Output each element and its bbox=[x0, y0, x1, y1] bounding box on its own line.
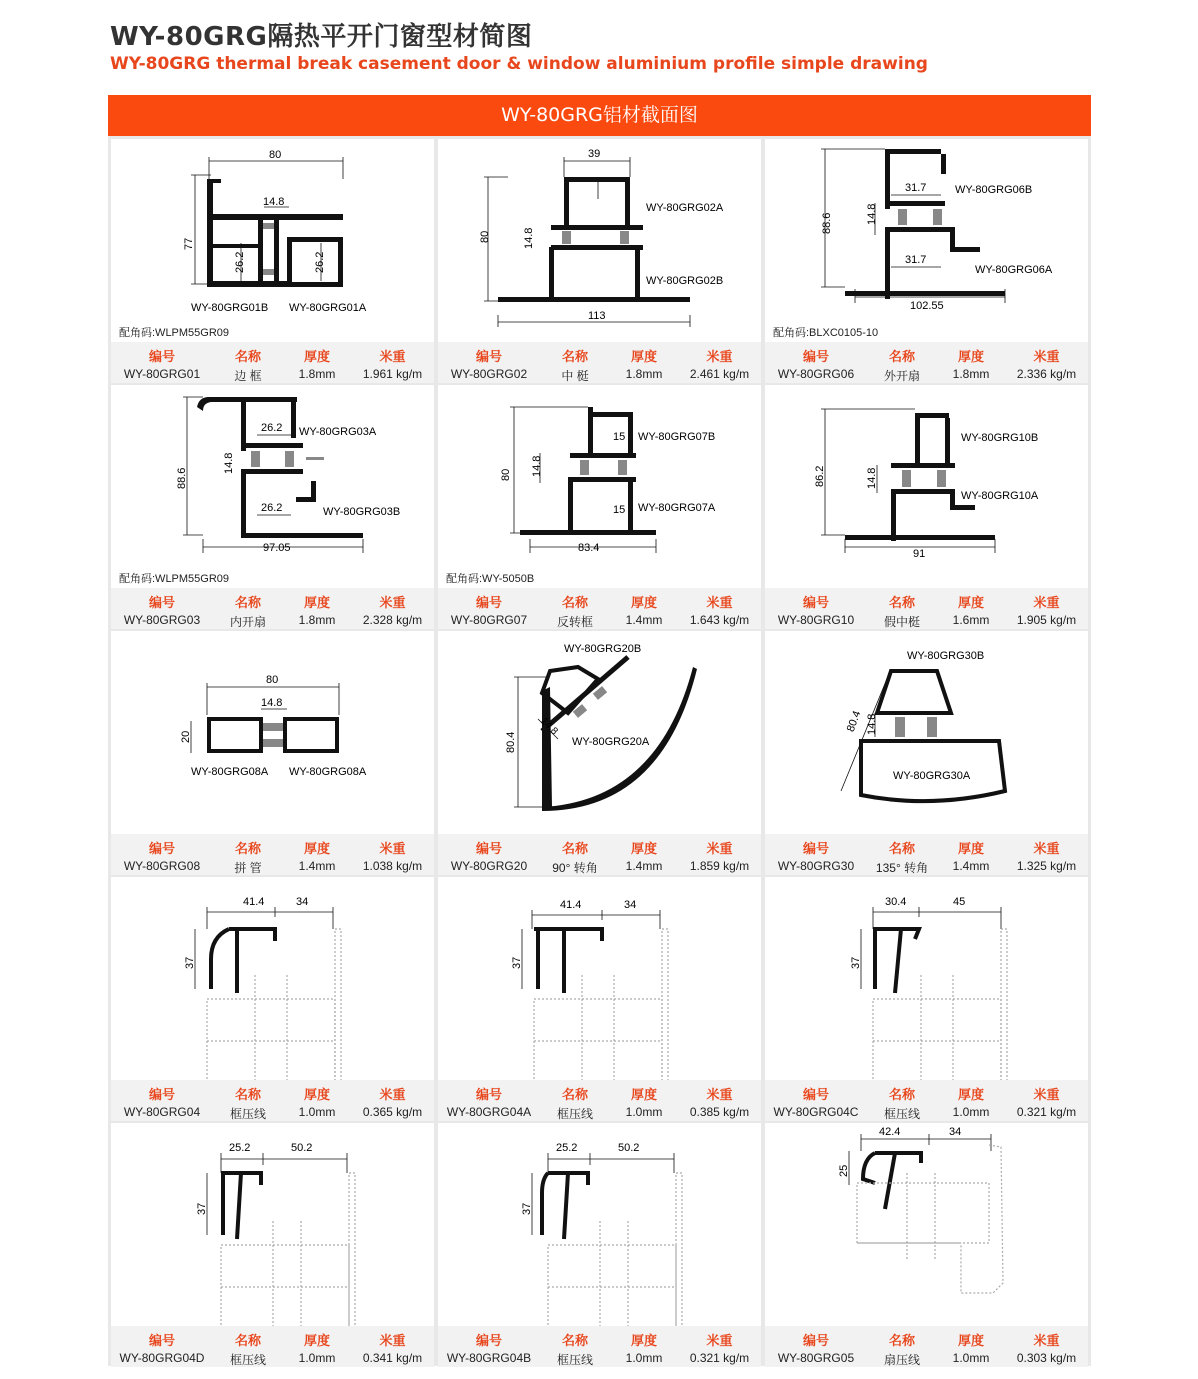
profile-cell-01 bbox=[111, 139, 434, 383]
spec-header-weight: 米重 bbox=[379, 1087, 406, 1102]
part-label: WY-80GRG20B bbox=[564, 643, 642, 655]
dim-label: 37 bbox=[196, 1202, 208, 1215]
profile-drawing-04b bbox=[438, 1123, 761, 1326]
spec-header-weight: 米重 bbox=[379, 595, 406, 610]
dim-label: 31.7 bbox=[905, 254, 927, 266]
spec-weight: 1.961 kg/m bbox=[362, 367, 423, 381]
spec-code: WY-80GRG01 bbox=[123, 367, 201, 381]
spec-header-code: 编号 bbox=[802, 841, 829, 856]
profile-drawing-20 bbox=[438, 631, 761, 834]
spec-header-code: 编号 bbox=[148, 841, 175, 856]
profile-drawing-04a bbox=[438, 877, 761, 1080]
spec-thickness: 1.0mm bbox=[298, 1351, 336, 1365]
spec-weight: 1.859 kg/m bbox=[689, 859, 750, 873]
spec-header-code: 编号 bbox=[475, 1333, 502, 1348]
spec-header-name: 名称 bbox=[234, 595, 261, 610]
spec-table bbox=[438, 1080, 761, 1121]
spec-header-thickness: 厚度 bbox=[630, 1087, 657, 1102]
spec-header-thickness: 厚度 bbox=[630, 595, 657, 610]
dim-label: 39 bbox=[588, 148, 601, 160]
dim-label: 37 bbox=[511, 956, 523, 969]
spec-code: WY-80GRG30 bbox=[777, 859, 855, 873]
spec-thickness: 1.6mm bbox=[952, 613, 990, 627]
profile-drawing-04 bbox=[111, 877, 434, 1080]
profile-cell-02 bbox=[438, 139, 761, 383]
spec-header-thickness: 厚度 bbox=[303, 595, 330, 610]
dim-label: 88.6 bbox=[176, 467, 188, 489]
spec-code: WY-80GRG03 bbox=[123, 613, 201, 627]
spec-name: 拼 管 bbox=[234, 861, 262, 875]
spec-weight: 2.328 kg/m bbox=[362, 613, 423, 627]
spec-header-thickness: 厚度 bbox=[957, 841, 984, 856]
spec-weight: 0.385 kg/m bbox=[689, 1105, 750, 1119]
spec-header-code: 编号 bbox=[148, 349, 175, 364]
spec-name: 90° 转角 bbox=[552, 861, 598, 875]
dim-label: 45 bbox=[953, 896, 966, 908]
dim-label: 14.8 bbox=[866, 203, 878, 225]
profile-drawing-04d bbox=[111, 1123, 434, 1326]
spec-header-thickness: 厚度 bbox=[303, 841, 330, 856]
dim-label: 14.8 bbox=[866, 467, 878, 489]
profile-drawing-10 bbox=[765, 385, 1088, 588]
spec-thickness: 1.0mm bbox=[625, 1105, 663, 1119]
spec-header-name: 名称 bbox=[561, 1087, 588, 1102]
spec-header-name: 名称 bbox=[888, 349, 915, 364]
dim-label: 14.8 bbox=[531, 455, 543, 477]
profile-cell-04d bbox=[111, 1123, 434, 1367]
part-label: WY-80GRG20A bbox=[572, 736, 650, 748]
spec-header-weight: 米重 bbox=[706, 841, 733, 856]
spec-table bbox=[111, 834, 434, 875]
corner-code: 配角码:WY-5050B bbox=[446, 573, 535, 585]
spec-name: 框压线 bbox=[556, 1107, 593, 1121]
dim-label: 80 bbox=[500, 468, 512, 481]
dim-label: 88.6 bbox=[821, 212, 833, 234]
spec-thickness: 1.0mm bbox=[952, 1105, 990, 1119]
spec-code: WY-80GRG04B bbox=[446, 1351, 532, 1365]
spec-weight: 0.321 kg/m bbox=[1016, 1105, 1077, 1119]
spec-name: 中 梃 bbox=[561, 369, 589, 383]
part-label: WY-80GRG30B bbox=[907, 650, 985, 662]
spec-code: WY-80GRG07 bbox=[450, 613, 528, 627]
part-label: WY-80GRG03A bbox=[299, 426, 377, 438]
dim-label: 50.2 bbox=[291, 1142, 313, 1154]
spec-header-name: 名称 bbox=[234, 1333, 261, 1348]
dim-label: 25.2 bbox=[229, 1142, 251, 1154]
spec-thickness: 1.0mm bbox=[625, 1351, 663, 1365]
part-label: WY-80GRG07B bbox=[638, 431, 716, 443]
dim-label: 14.8 bbox=[261, 697, 283, 709]
profile-drawing-06 bbox=[765, 139, 1088, 342]
spec-code: WY-80GRG04D bbox=[119, 1351, 205, 1365]
spec-table bbox=[765, 1326, 1088, 1367]
spec-header-code: 编号 bbox=[802, 1333, 829, 1348]
dim-label: 41.4 bbox=[243, 896, 265, 908]
spec-code: WY-80GRG04A bbox=[446, 1105, 532, 1119]
profile-cell-07 bbox=[438, 385, 761, 629]
spec-header-name: 名称 bbox=[561, 1333, 588, 1348]
profile-drawing-02 bbox=[438, 139, 761, 342]
spec-name: 外开扇 bbox=[883, 369, 920, 383]
part-label: WY-80GRG01B bbox=[191, 302, 269, 314]
spec-table bbox=[111, 1326, 434, 1367]
spec-header-thickness: 厚度 bbox=[303, 1333, 330, 1348]
spec-weight: 1.325 kg/m bbox=[1016, 859, 1077, 873]
spec-header-weight: 米重 bbox=[1033, 1333, 1060, 1348]
profile-cell-05 bbox=[765, 1123, 1088, 1367]
spec-header-code: 编号 bbox=[802, 1087, 829, 1102]
part-label: WY-80GRG10B bbox=[961, 432, 1039, 444]
spec-header-name: 名称 bbox=[234, 1087, 261, 1102]
dim-label: 37 bbox=[184, 956, 196, 969]
part-label: WY-80GRG08A bbox=[191, 766, 269, 778]
part-label: WY-80GRG02A bbox=[646, 202, 724, 214]
profile-cell-03 bbox=[111, 385, 434, 629]
spec-header-weight: 米重 bbox=[1033, 349, 1060, 364]
spec-header-weight: 米重 bbox=[706, 1087, 733, 1102]
corner-code: 配角码:BLXC0105-10 bbox=[773, 327, 879, 339]
spec-header-name: 名称 bbox=[888, 1333, 915, 1348]
spec-header-code: 编号 bbox=[475, 1087, 502, 1102]
profile-cell-08 bbox=[111, 631, 434, 875]
dim-label: 86.2 bbox=[814, 465, 826, 487]
dim-label: 80 bbox=[269, 149, 282, 161]
spec-thickness: 1.4mm bbox=[625, 859, 663, 873]
spec-code: WY-80GRG10 bbox=[777, 613, 855, 627]
part-label: WY-80GRG06A bbox=[975, 264, 1053, 276]
spec-thickness: 1.4mm bbox=[952, 859, 990, 873]
dim-label: 25.2 bbox=[556, 1142, 578, 1154]
spec-name: 假中梃 bbox=[883, 615, 920, 629]
spec-header-code: 编号 bbox=[802, 595, 829, 610]
spec-header-thickness: 厚度 bbox=[957, 595, 984, 610]
dim-label: 34 bbox=[949, 1126, 962, 1138]
dim-label: 80 bbox=[266, 674, 279, 686]
spec-table bbox=[111, 588, 434, 629]
profile-drawing-07 bbox=[438, 385, 761, 588]
spec-thickness: 1.0mm bbox=[952, 1351, 990, 1365]
spec-code: WY-80GRG04 bbox=[123, 1105, 201, 1119]
part-label: WY-80GRG08A bbox=[289, 766, 367, 778]
spec-code: WY-80GRG08 bbox=[123, 859, 201, 873]
spec-header-weight: 米重 bbox=[1033, 841, 1060, 856]
spec-table bbox=[765, 834, 1088, 875]
part-label: WY-80GRG06B bbox=[955, 184, 1033, 196]
dim-label: 83.4 bbox=[578, 542, 600, 554]
spec-thickness: 1.4mm bbox=[298, 859, 336, 873]
dim-label: 80 bbox=[479, 230, 491, 243]
spec-header-name: 名称 bbox=[234, 349, 261, 364]
spec-weight: 0.321 kg/m bbox=[689, 1351, 750, 1365]
spec-header-name: 名称 bbox=[561, 349, 588, 364]
part-label: WY-80GRG10A bbox=[961, 490, 1039, 502]
spec-header-code: 编号 bbox=[475, 841, 502, 856]
spec-weight: 0.341 kg/m bbox=[362, 1351, 423, 1365]
spec-header-code: 编号 bbox=[475, 595, 502, 610]
spec-code: WY-80GRG04C bbox=[773, 1105, 859, 1119]
spec-header-weight: 米重 bbox=[706, 349, 733, 364]
dim-label: 91 bbox=[913, 548, 926, 560]
dim-label: 113 bbox=[588, 310, 606, 322]
dim-label: 97.05 bbox=[263, 542, 291, 554]
spec-header-name: 名称 bbox=[561, 841, 588, 856]
spec-header-thickness: 厚度 bbox=[303, 1087, 330, 1102]
profile-cell-06 bbox=[765, 139, 1088, 383]
spec-name: 135° 转角 bbox=[875, 861, 929, 875]
spec-header-code: 编号 bbox=[475, 349, 502, 364]
spec-header-thickness: 厚度 bbox=[630, 841, 657, 856]
spec-weight: 0.303 kg/m bbox=[1016, 1351, 1077, 1365]
dim-label: 34 bbox=[296, 896, 309, 908]
dim-label: 15 bbox=[613, 504, 626, 516]
dim-label: 26.2 bbox=[234, 251, 246, 273]
spec-header-thickness: 厚度 bbox=[957, 1333, 984, 1348]
spec-name: 反转框 bbox=[556, 615, 593, 629]
corner-code: 配角码:WLPM55GR09 bbox=[119, 327, 230, 339]
profile-drawing-01 bbox=[111, 139, 434, 342]
spec-weight: 2.336 kg/m bbox=[1016, 367, 1077, 381]
profile-drawing-30 bbox=[765, 631, 1088, 834]
spec-header-name: 名称 bbox=[561, 595, 588, 610]
dim-label: 14.8 bbox=[263, 196, 285, 208]
dim-label: 37 bbox=[850, 956, 862, 969]
spec-header-thickness: 厚度 bbox=[957, 349, 984, 364]
spec-table bbox=[438, 342, 761, 383]
dim-label: 20 bbox=[180, 730, 192, 743]
spec-table bbox=[111, 1080, 434, 1121]
spec-table bbox=[438, 588, 761, 629]
spec-table bbox=[438, 1326, 761, 1367]
corner-code: 配角码:WLPM55GR09 bbox=[119, 573, 230, 585]
dim-label: 102.55 bbox=[910, 300, 944, 312]
dim-label: 26.2 bbox=[261, 422, 283, 434]
profile-cell-20 bbox=[438, 631, 761, 875]
profile-cell-10 bbox=[765, 385, 1088, 629]
profile-drawing-04c bbox=[765, 877, 1088, 1080]
profile-cell-30 bbox=[765, 631, 1088, 875]
dim-label: 50.2 bbox=[618, 1142, 640, 1154]
dim-label: 80.4 bbox=[505, 731, 517, 753]
spec-header-weight: 米重 bbox=[706, 595, 733, 610]
spec-table bbox=[765, 342, 1088, 383]
profile-drawing-08 bbox=[111, 631, 434, 834]
spec-code: WY-80GRG06 bbox=[777, 367, 855, 381]
spec-name: 框压线 bbox=[229, 1353, 266, 1367]
spec-code: WY-80GRG05 bbox=[777, 1351, 855, 1365]
spec-name: 边 框 bbox=[234, 369, 262, 383]
spec-table bbox=[111, 342, 434, 383]
spec-thickness: 1.4mm bbox=[625, 613, 663, 627]
spec-code: WY-80GRG02 bbox=[450, 367, 528, 381]
page-subtitle: WY-80GRG thermal break casement door & window aluminium profile simple drawing bbox=[110, 54, 928, 74]
profile-drawing-05 bbox=[765, 1123, 1088, 1326]
profile-cell-04b bbox=[438, 1123, 761, 1367]
spec-thickness: 1.8mm bbox=[952, 367, 990, 381]
dim-label: 26.2 bbox=[314, 251, 326, 273]
spec-header-name: 名称 bbox=[888, 841, 915, 856]
spec-header-thickness: 厚度 bbox=[630, 349, 657, 364]
spec-name: 框压线 bbox=[556, 1353, 593, 1367]
dim-label: 15 bbox=[613, 431, 626, 443]
spec-name: 内开扇 bbox=[229, 615, 266, 629]
profile-grid bbox=[108, 136, 1091, 1366]
dim-label: 25 bbox=[838, 1164, 850, 1177]
spec-header-name: 名称 bbox=[234, 841, 261, 856]
profile-drawing-03 bbox=[111, 385, 434, 588]
part-label: WY-80GRG02B bbox=[646, 275, 724, 287]
spec-thickness: 1.8mm bbox=[298, 613, 336, 627]
spec-thickness: 1.0mm bbox=[298, 1105, 336, 1119]
spec-header-code: 编号 bbox=[148, 1333, 175, 1348]
profile-cell-04c bbox=[765, 877, 1088, 1121]
spec-header-thickness: 厚度 bbox=[630, 1333, 657, 1348]
dim-label: 77 bbox=[183, 237, 195, 250]
part-label: WY-80GRG03B bbox=[323, 506, 401, 518]
spec-thickness: 1.8mm bbox=[298, 367, 336, 381]
spec-header-code: 编号 bbox=[148, 595, 175, 610]
section-banner: WY-80GRG铝材截面图 bbox=[108, 95, 1091, 136]
spec-header-thickness: 厚度 bbox=[303, 349, 330, 364]
spec-name: 框压线 bbox=[883, 1107, 920, 1121]
page-title: WY-80GRG隔热平开门窗型材简图 bbox=[110, 22, 533, 52]
spec-header-thickness: 厚度 bbox=[957, 1087, 984, 1102]
spec-weight: 2.461 kg/m bbox=[689, 367, 750, 381]
dim-label: 42.4 bbox=[879, 1126, 901, 1138]
dim-label: 34 bbox=[624, 899, 637, 911]
profile-cell-04a bbox=[438, 877, 761, 1121]
dim-label: 14.8 bbox=[538, 715, 560, 738]
dim-label: 14.8 bbox=[223, 452, 235, 474]
spec-weight: 1.038 kg/m bbox=[362, 859, 423, 873]
spec-weight: 1.905 kg/m bbox=[1016, 613, 1077, 627]
spec-weight: 1.643 kg/m bbox=[689, 613, 750, 627]
dim-label: 14.8 bbox=[523, 227, 535, 249]
spec-header-weight: 米重 bbox=[1033, 1087, 1060, 1102]
spec-table bbox=[438, 834, 761, 875]
part-label: WY-80GRG30A bbox=[893, 770, 971, 782]
part-label: WY-80GRG01A bbox=[289, 302, 367, 314]
profile-cell-04 bbox=[111, 877, 434, 1121]
spec-header-name: 名称 bbox=[888, 595, 915, 610]
spec-name: 扇压线 bbox=[883, 1353, 920, 1367]
spec-header-weight: 米重 bbox=[379, 841, 406, 856]
part-label: WY-80GRG07A bbox=[638, 502, 716, 514]
spec-weight: 0.365 kg/m bbox=[362, 1105, 423, 1119]
spec-header-name: 名称 bbox=[888, 1087, 915, 1102]
dim-label: 37 bbox=[521, 1202, 533, 1215]
dim-label: 26.2 bbox=[261, 502, 283, 514]
spec-table bbox=[765, 588, 1088, 629]
dim-label: 80.4 bbox=[844, 709, 864, 734]
spec-name: 框压线 bbox=[229, 1107, 266, 1121]
dim-label: 30.4 bbox=[885, 896, 907, 908]
spec-header-weight: 米重 bbox=[1033, 595, 1060, 610]
dim-label: 14.8 bbox=[866, 713, 878, 735]
dim-label: 41.4 bbox=[560, 899, 582, 911]
spec-header-code: 编号 bbox=[148, 1087, 175, 1102]
spec-header-code: 编号 bbox=[802, 349, 829, 364]
spec-table bbox=[765, 1080, 1088, 1121]
spec-code: WY-80GRG20 bbox=[450, 859, 528, 873]
spec-header-weight: 米重 bbox=[379, 1333, 406, 1348]
dim-label: 31.7 bbox=[905, 182, 927, 194]
spec-thickness: 1.8mm bbox=[625, 367, 663, 381]
spec-header-weight: 米重 bbox=[706, 1333, 733, 1348]
spec-header-weight: 米重 bbox=[379, 349, 406, 364]
